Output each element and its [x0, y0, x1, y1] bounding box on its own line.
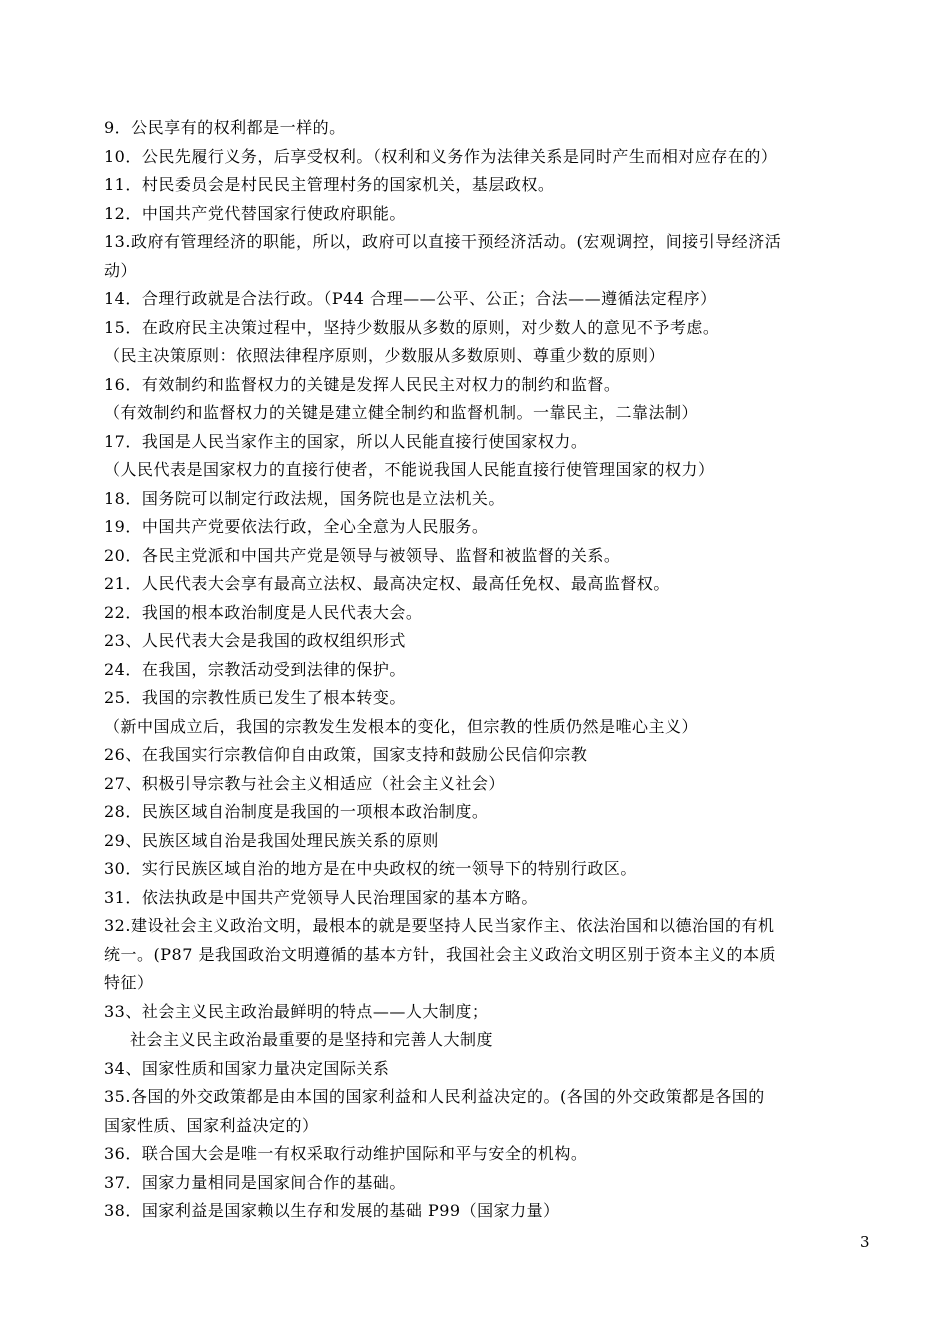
- text-line: 18．国务院可以制定行政法规，国务院也是立法机关。: [104, 488, 505, 508]
- page-number: 3: [860, 1233, 870, 1251]
- text-line: 统一。(P87 是我国政治文明遵循的基本方针，我国社会主义政治文明区别于资本主义的本质: [104, 944, 776, 964]
- text-line: 27、积极引导宗教与社会主义相适应（社会主义社会）: [104, 773, 505, 793]
- text-line: 14．合理行政就是合法行政。（P44 合理——公平、公正；合法——遵循法定程序）: [104, 289, 717, 308]
- text-line: 19．中国共产党要依法行政，全心全意为人民服务。: [104, 517, 489, 536]
- text-line: 24．在我国，宗教活动受到法律的保护。: [104, 659, 406, 679]
- text-line: （有效制约和监督权力的关键是建立健全制约和监督机制。一靠民主，二靠法制）: [104, 403, 699, 422]
- text-line: 34、国家性质和国家力量决定国际关系: [104, 1058, 390, 1078]
- text-line: 11．村民委员会是村民民主管理村务的国家机关，基层政权。: [104, 175, 555, 194]
- text-line-indented: 社会主义民主政治最重要的是坚持和完善人大制度: [130, 1030, 494, 1049]
- text-line: 36．联合国大会是唯一有权采取行动维护国际和平与安全的机构。: [104, 1144, 588, 1163]
- document-body: [104, 114, 874, 1226]
- text-line: 国家性质、国家利益决定的）: [104, 1115, 319, 1135]
- text-line: 13.政府有管理经济的职能，所以，政府可以直接干预经济活动。(宏观调控，间接引导经济活: [104, 232, 782, 251]
- text-line: 32.建设社会主义政治文明，最根本的就是要坚持人民当家作主、依法治国和以德治国的有机: [104, 916, 775, 935]
- text-line: 33、社会主义民主政治最鲜明的特点——人大制度；: [104, 1001, 489, 1021]
- text-line: 20．各民主党派和中国共产党是领导与被领导、监督和被监督的关系。: [104, 545, 621, 565]
- text-line: 21．人民代表大会享有最高立法权、最高决定权、最高任免权、最高监督权。: [104, 574, 670, 593]
- text-line: 16．有效制约和监督权力的关键是发挥人民民主对权力的制约和监督。: [104, 374, 621, 394]
- text-line: 30．实行民族区域自治的地方是在中央政权的统一领导下的特别行政区。: [104, 859, 637, 878]
- text-line: 25．我国的宗教性质已发生了根本转变。: [104, 688, 406, 707]
- text-line: 37．国家力量相同是国家间合作的基础。: [104, 1172, 406, 1192]
- text-line: （民主决策原则：依照法律程序原则，少数服从多数原则、尊重少数的原则）: [104, 346, 666, 365]
- text-line: 22．我国的根本政治制度是人民代表大会。: [104, 602, 423, 622]
- text-line: 38．国家利益是国家赖以生存和发展的基础 P99（国家力量）: [104, 1201, 560, 1220]
- text-line: 26、在我国实行宗教信仰自由政策，国家支持和鼓励公民信仰宗教: [104, 745, 588, 764]
- text-line: 9．公民享有的权利都是一样的。: [104, 118, 346, 137]
- text-line: 15．在政府民主决策过程中，坚持少数服从多数的原则，对少数人的意见不予考虑。: [104, 317, 720, 337]
- text-line: 31．依法执政是中国共产党领导人民治理国家的基本方略。: [104, 887, 538, 907]
- text-line: 28．民族区域自治制度是我国的一项根本政治制度。: [104, 802, 489, 821]
- text-line: 29、民族区域自治是我国处理民族关系的原则: [104, 830, 439, 850]
- text-line: 12．中国共产党代替国家行使政府职能。: [104, 203, 406, 223]
- text-line: 动）: [104, 260, 138, 280]
- text-line: （新中国成立后，我国的宗教发生发根本的变化，但宗教的性质仍然是唯心主义）: [104, 716, 699, 736]
- text-line: 17．我国是人民当家作主的国家，所以人民能直接行使国家权力。: [104, 431, 588, 451]
- text-line: 35.各国的外交政策都是由本国的国家利益和人民利益决定的。(各国的外交政策都是各国的: [104, 1087, 765, 1106]
- text-line: 23、人民代表大会是我国的政权组织形式: [104, 631, 406, 650]
- text-line: 特征）: [104, 973, 154, 992]
- text-line: 10．公民先履行义务，后享受权利。（权利和义务作为法律关系是同时产生而相对应存在的）: [104, 146, 778, 166]
- text-line: （人民代表是国家权力的直接行使者，不能说我国人民能直接行使管理国家的权力）: [104, 460, 715, 479]
